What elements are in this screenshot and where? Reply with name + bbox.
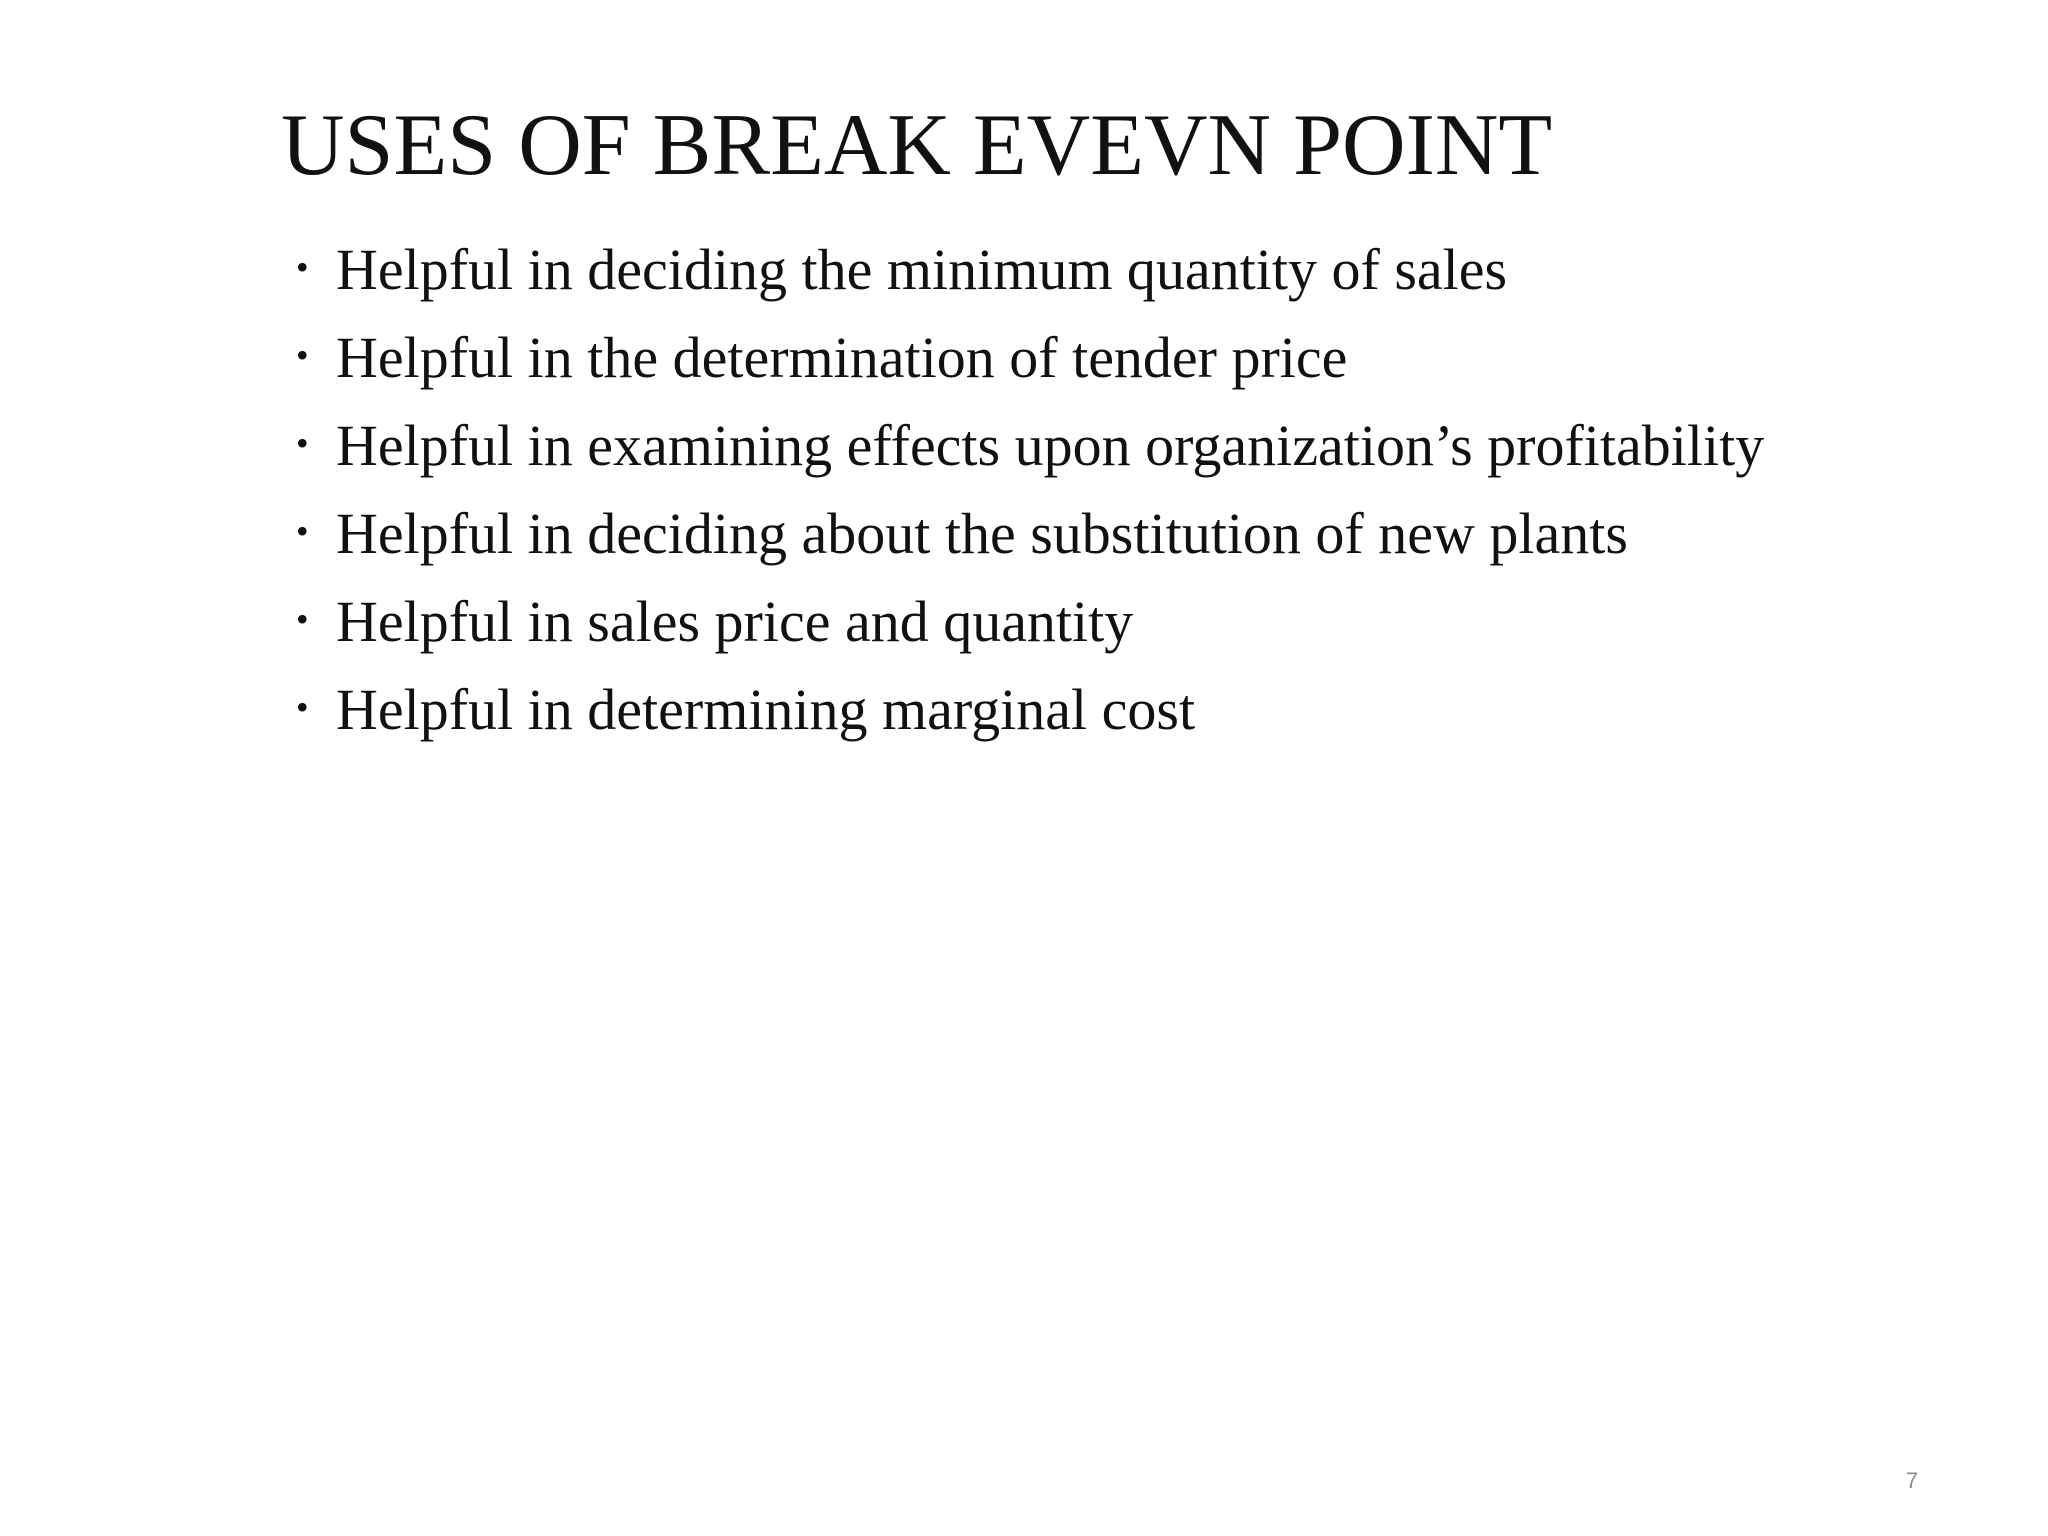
bullet-text: Helpful in deciding the minimum quantity of sales bbox=[336, 237, 1508, 302]
bullet-icon: • bbox=[296, 599, 309, 639]
bullet-text: Helpful in examining effects upon organization’s profitability bbox=[336, 413, 1765, 478]
bullet-item bbox=[296, 490, 1764, 578]
bullet-text: Helpful in sales price and quantity bbox=[336, 589, 1134, 654]
bullet-icon: • bbox=[296, 687, 309, 727]
bullet-item bbox=[296, 578, 1764, 666]
bullet-icon: • bbox=[296, 335, 309, 375]
bullet-text: Helpful in deciding about the substitution of new plants bbox=[336, 501, 1628, 566]
bullet-item bbox=[296, 226, 1764, 314]
bullet-icon: • bbox=[296, 511, 309, 551]
bullet-item bbox=[296, 314, 1764, 402]
bullet-item bbox=[296, 666, 1764, 754]
page-number: 7 bbox=[1905, 1468, 1918, 1493]
bullet-icon: • bbox=[296, 247, 309, 287]
slide-title: USES OF BREAK EVEVN POINT bbox=[281, 97, 1553, 194]
bullet-item bbox=[296, 402, 1764, 490]
bullet-list bbox=[296, 226, 1764, 754]
bullet-text: Helpful in determining marginal cost bbox=[336, 677, 1196, 742]
bullet-text: Helpful in the determination of tender price bbox=[336, 325, 1348, 390]
bullet-icon: • bbox=[296, 423, 309, 463]
